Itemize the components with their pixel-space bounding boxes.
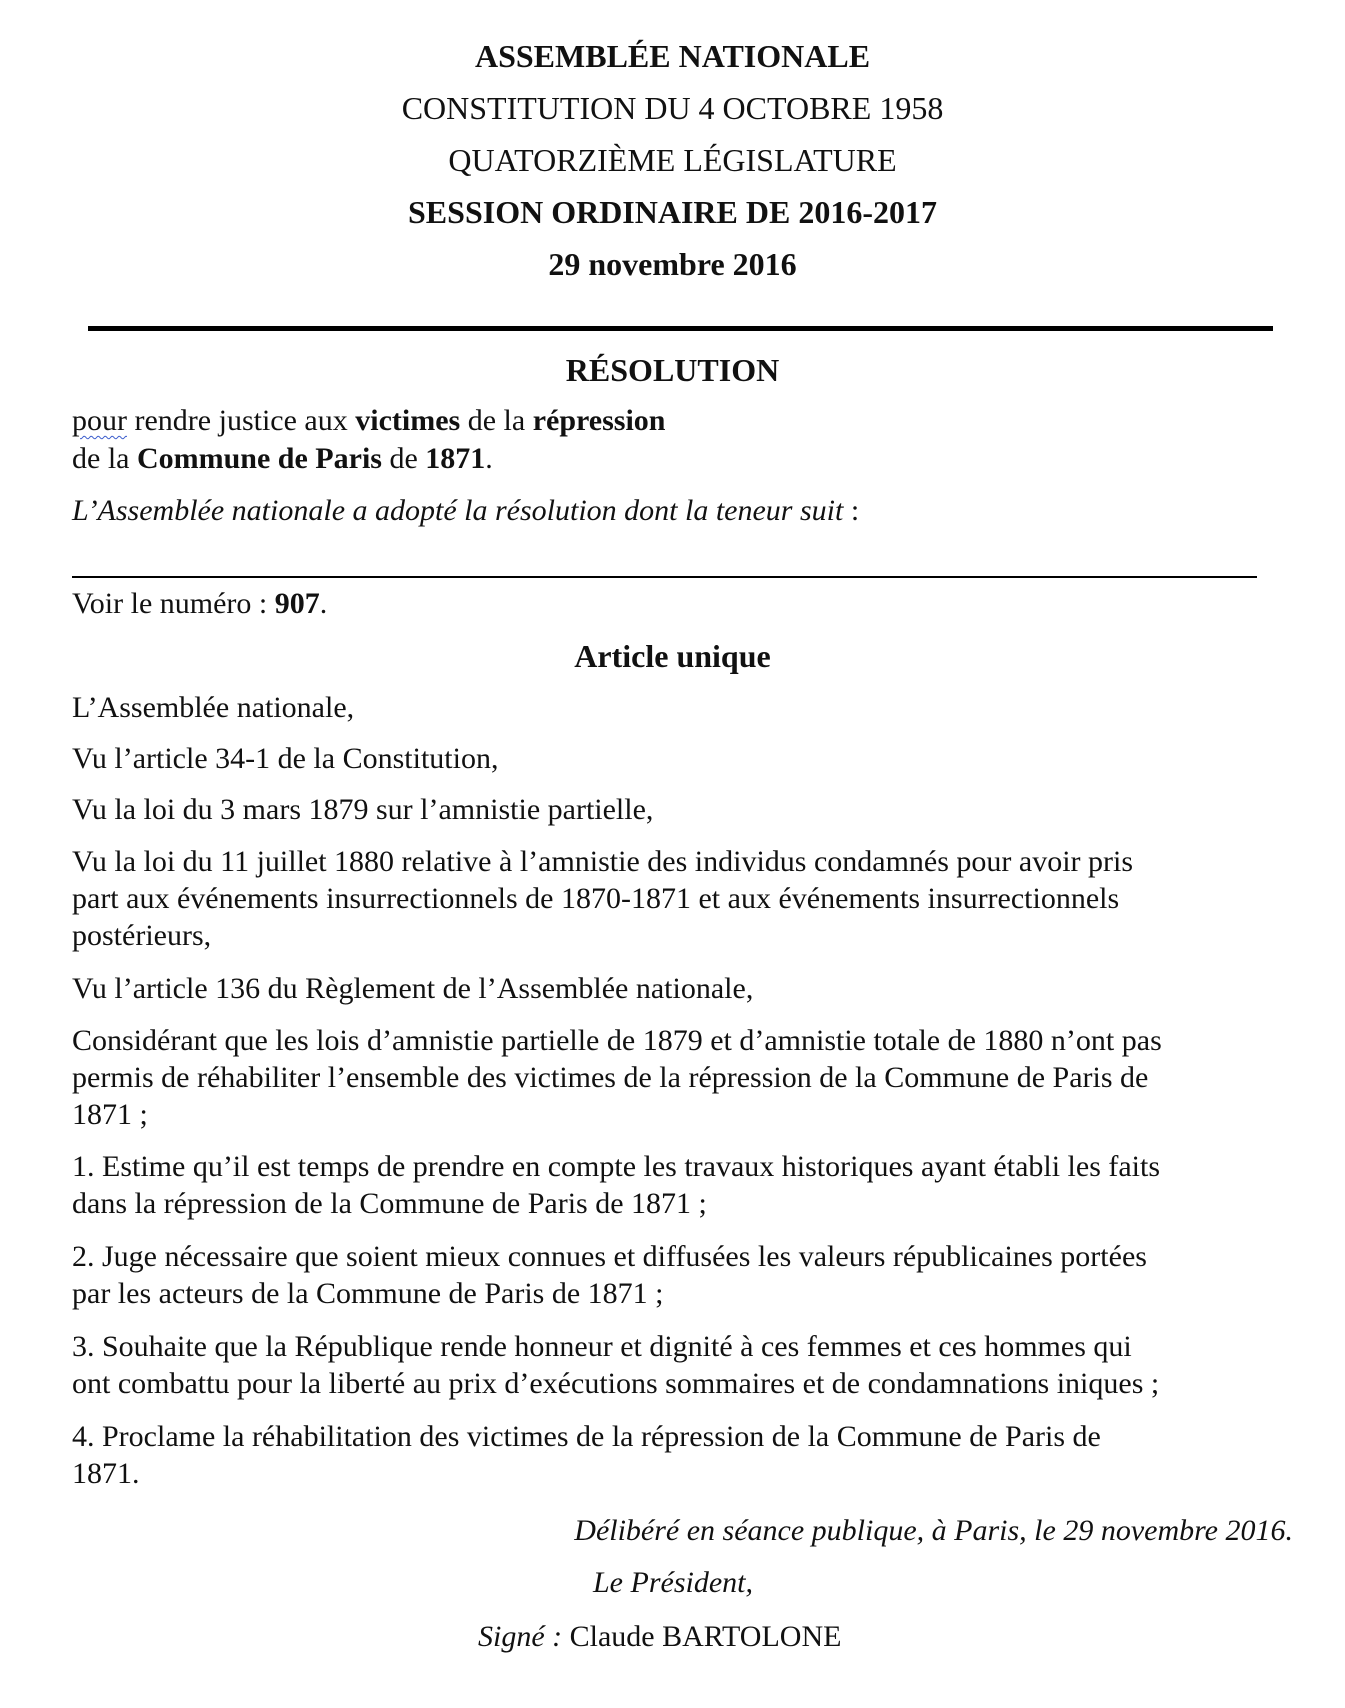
title-emphasis: répression [532, 404, 666, 437]
article-line: Considérant que les lois d’amnistie partielle de 1879 et d’amnistie totale de 1880 n’ont pas [72, 1024, 1162, 1057]
article-line: Vu la loi du 11 juillet 1880 relative à l’amnistie des individus condamnés pour avoir pris [72, 845, 1134, 878]
resolution-title-line-1 [72, 403, 1302, 439]
article-line: par les acteurs de la Commune de Paris de 1871 ; [72, 1277, 664, 1310]
date-line: 29 novembre 2016 [548, 246, 797, 282]
legislature-line: QUATORZIÈME LÉGISLATURE [448, 142, 897, 178]
resolution-title-line-2 [72, 441, 1302, 477]
article-line: dans la répression de la Commune de Paris de 1871 ; [72, 1187, 707, 1220]
title-text: de [381, 442, 426, 475]
reference-line [72, 586, 1302, 622]
adoption-text: L’Assemblée nationale a adopté la résolution dont la teneur suit [72, 494, 844, 527]
title-text: rendre justice aux [127, 404, 356, 437]
article-line: part aux événements insurrectionnels de 1870-1871 et aux événements insurrectionnels [72, 882, 1120, 915]
signatory-name: Claude BARTOLONE [562, 1620, 842, 1653]
title-emphasis: Commune de Paris [136, 442, 382, 475]
session-line: SESSION ORDINAIRE DE 2016-2017 [408, 194, 937, 230]
resolution-heading: RÉSOLUTION [565, 352, 780, 388]
deliberation-line: Délibéré en séance publique, à Paris, le 29 novembre 2016. [574, 1514, 1293, 1547]
article-line: Vu la loi du 3 mars 1879 sur l’amnistie partielle, [72, 793, 654, 826]
signed-label: Signé : [478, 1620, 563, 1653]
article-line: permis de réhabiliter l’ensemble des victimes de la répression de la Commune de Paris de [72, 1061, 1149, 1094]
reference-divider [72, 576, 1257, 578]
article-line: postérieurs, [72, 919, 212, 952]
reference-end: . [319, 587, 328, 620]
title-emphasis: 1871 [425, 442, 486, 475]
title-text: . [485, 442, 493, 475]
reference-number: 907 [274, 587, 320, 620]
article-line: 1. Estime qu’il est temps de prendre en compte les travaux historiques ayant établi les faits [72, 1150, 1161, 1183]
title-emphasis: victimes [355, 404, 461, 437]
constitution-line: CONSTITUTION DU 4 OCTOBRE 1958 [401, 90, 944, 126]
reference-label: Voir le numéro : [72, 587, 275, 620]
signature-line [478, 1619, 841, 1655]
adoption-colon: : [843, 494, 860, 527]
title-text: de la [460, 404, 533, 437]
article-line: 2. Juge nécessaire que soient mieux connues et diffusées les valeurs républicaines portées [72, 1240, 1147, 1273]
article-line: ont combattu pour la liberté au prix d’exécutions sommaires et de condamnations iniques ; [72, 1367, 1160, 1400]
article-line: Vu l’article 136 du Règlement de l’Assemblée nationale, [72, 972, 754, 1005]
title-text: de la [72, 442, 137, 475]
president-title: Le Président, [593, 1566, 753, 1599]
article-heading: Article unique [574, 638, 771, 674]
header-divider [88, 326, 1273, 331]
article-line: 1871. [72, 1457, 140, 1490]
article-line: 1871 ; [72, 1098, 148, 1131]
adoption-statement [72, 493, 1302, 529]
article-line: 4. Proclame la réhabilitation des victimes de la répression de la Commune de Paris de [72, 1420, 1101, 1453]
article-line: Vu l’article 34-1 de la Constitution, [72, 742, 499, 775]
spellcheck-word: pour [72, 404, 127, 437]
assembly-title: ASSEMBLÉE NATIONALE [474, 38, 871, 74]
article-line: 3. Souhaite que la République rende honneur et dignité à ces femmes et ces hommes qui [72, 1330, 1132, 1363]
article-line: L’Assemblée nationale, [72, 691, 355, 724]
